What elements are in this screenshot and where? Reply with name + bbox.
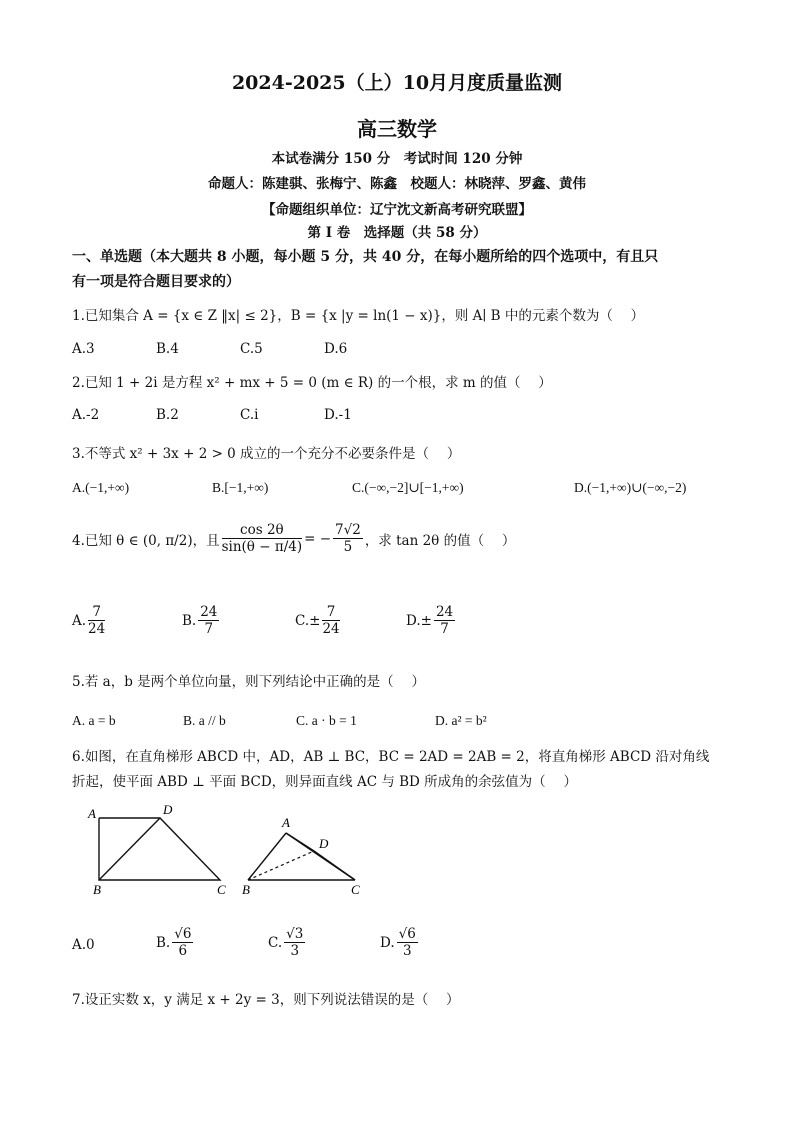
question-4-option-b bbox=[182, 604, 221, 637]
option-numerator: 7 bbox=[88, 604, 105, 621]
figure1-label-a: A bbox=[88, 806, 96, 821]
trapezoid-outline bbox=[99, 818, 220, 880]
edge-dc bbox=[314, 851, 355, 880]
question-4-option-a bbox=[72, 604, 107, 637]
option-prefix: B. bbox=[156, 934, 171, 951]
question-4-lhs-denominator: sin(θ − π/4) bbox=[221, 539, 303, 555]
exam-authors: 命题人：陈建骐、张梅宁、陈鑫 校题人：林晓萍、罗鑫、黄伟 bbox=[208, 176, 586, 192]
question-4-rhs-denominator: 5 bbox=[343, 539, 353, 555]
option-prefix: C. bbox=[268, 934, 283, 951]
option-prefix: C.± bbox=[295, 612, 321, 629]
option-numerator: 7 bbox=[322, 604, 339, 621]
question-5-option-d: D. a² = b² bbox=[435, 713, 487, 728]
option-denominator: 3 bbox=[402, 943, 412, 959]
option-numerator: 24 bbox=[435, 604, 454, 620]
question-7-stem: 7.设正实数 x，y 满足 x + 2y = 3，则下列说法错误的是（ ） bbox=[72, 992, 460, 1008]
section-heading-line2: 有一项是符合题目要求的） bbox=[72, 274, 240, 290]
option-numerator: √6 bbox=[174, 926, 192, 942]
question-1-stem: 1.已知集合 A = {x ∈ Z ‖x| ≤ 2}，B = {x |y = ln(1 − x)}，则 A∣ B 中的元素个数为（ ） bbox=[72, 308, 645, 324]
question-3-option-d: D.(−1,+∞)∪(−∞,−2) bbox=[574, 480, 687, 495]
folded-figure bbox=[240, 815, 370, 900]
question-6-option-a: A.0 bbox=[72, 937, 95, 953]
question-6-stem-line2: 折起，使平面 ABD ⊥ 平面 BCD，则异面直线 AC 与 BD 所成角的余弦值为（ ） bbox=[72, 774, 577, 790]
option-numerator: √3 bbox=[286, 926, 304, 942]
figure2-label-c: C bbox=[351, 882, 360, 897]
exam-subject: 高三数学 bbox=[357, 117, 437, 141]
question-1-option-d: D.6 bbox=[324, 341, 348, 357]
edge-ba bbox=[248, 833, 286, 880]
option-fraction bbox=[172, 926, 193, 959]
question-5-option-a: A. a = b bbox=[72, 713, 116, 728]
question-2-option-d: D.-1 bbox=[324, 407, 352, 423]
option-prefix: D. bbox=[380, 934, 395, 951]
option-fraction bbox=[88, 604, 105, 637]
option-fraction bbox=[284, 926, 305, 959]
question-3-option-a: A.(−1,+∞) bbox=[72, 480, 130, 495]
question-6-option-b bbox=[156, 926, 195, 959]
option-denominator: 24 bbox=[322, 621, 340, 637]
question-4-stem-pre: 4.已知 θ ∈ (0, π/2)，且 bbox=[72, 532, 220, 549]
figure2-label-d: D bbox=[319, 836, 329, 851]
question-4-option-d bbox=[406, 604, 457, 637]
figure1-label-c: C bbox=[217, 882, 226, 897]
figure2-label-b: B bbox=[242, 882, 250, 897]
question-2-option-c: C.i bbox=[240, 407, 259, 423]
question-4-equals: = − bbox=[304, 530, 332, 547]
question-6-stem-line1: 6.如图，在直角梯形 ABCD 中，AD，AB ⊥ BC，BC = 2AD = 2AB = 2，将直角梯形 ABCD 沿对角线 bbox=[72, 749, 710, 765]
question-4-stem-post: ，求 tan 2θ 的值（ ） bbox=[364, 532, 516, 549]
option-numerator: 24 bbox=[200, 604, 218, 620]
question-4-rhs-numerator: 7√2 bbox=[335, 522, 361, 538]
exam-organizer: 【命题组织单位：辽宁沈文新高考研究联盟】 bbox=[262, 202, 532, 218]
figure2-label-a: A bbox=[282, 815, 290, 830]
exam-title: 2024-2025（上）10月月度质量监测 bbox=[231, 72, 563, 94]
question-2-stem: 2.已知 1 + 2i 是方程 x² + mx + 5 = 0 (m ∈ R) 的一个根，求 m 的值（ ） bbox=[72, 375, 552, 391]
question-3-option-b: B.[−1,+∞) bbox=[212, 480, 269, 495]
figure1-label-d: D bbox=[163, 802, 173, 817]
question-4-lhs-fraction bbox=[222, 522, 303, 555]
option-denominator: 3 bbox=[290, 943, 300, 959]
question-4-option-c bbox=[295, 604, 342, 637]
question-1-option-a: A.3 bbox=[72, 341, 95, 357]
question-4-lhs-numerator: cos 2θ bbox=[222, 522, 303, 539]
question-3-stem: 3.不等式 x² + 3x + 2 > 0 成立的一个充分不必要条件是（ ） bbox=[72, 446, 461, 462]
option-fraction bbox=[198, 604, 219, 637]
question-6-option-c bbox=[268, 926, 307, 959]
option-prefix: D.± bbox=[406, 612, 432, 629]
edge-ad bbox=[286, 833, 314, 851]
question-5-option-b: B. a // b bbox=[183, 713, 226, 728]
option-denominator: 7 bbox=[204, 621, 214, 637]
question-2-option-a: A.-2 bbox=[72, 407, 100, 423]
option-denominator: 24 bbox=[88, 621, 106, 637]
option-numerator: √6 bbox=[398, 926, 416, 942]
question-6-option-d bbox=[380, 926, 420, 959]
option-denominator: 7 bbox=[440, 621, 449, 637]
question-3-option-c: C.(−∞,−2]∪[−1,+∞) bbox=[352, 480, 464, 495]
question-5-stem: 5.若 a，b 是两个单位向量，则下列结论中正确的是（ ） bbox=[72, 674, 425, 690]
question-1-option-b: B.4 bbox=[156, 341, 179, 357]
option-fraction bbox=[434, 604, 455, 637]
option-denominator: 6 bbox=[178, 943, 188, 959]
question-4-rhs-fraction bbox=[333, 522, 363, 555]
question-4-stem bbox=[72, 522, 515, 555]
exam-score-time: 本试卷满分 150 分 考试时间 120 分钟 bbox=[271, 151, 523, 167]
section-heading-line1: 一、单选题（本大题共 8 小题，每小题 5 分，共 40 分，在每小题所给的四个选项中，有且只 bbox=[72, 249, 659, 265]
question-5-option-c: C. a · b = 1 bbox=[296, 713, 357, 728]
question-2-option-b: B.2 bbox=[156, 407, 179, 423]
figure1-label-b: B bbox=[93, 882, 101, 897]
option-prefix: B. bbox=[182, 612, 197, 629]
option-fraction bbox=[322, 604, 339, 637]
trapezoid-figure bbox=[85, 800, 245, 900]
option-prefix: A. bbox=[72, 612, 87, 629]
option-fraction bbox=[397, 926, 418, 959]
trapezoid-diagonal-bd bbox=[99, 818, 160, 880]
edge-bd-hidden bbox=[248, 851, 314, 880]
part-one-heading: 第 I 卷 选择题（共 58 分） bbox=[307, 225, 487, 241]
question-1-option-c: C.5 bbox=[240, 341, 263, 357]
